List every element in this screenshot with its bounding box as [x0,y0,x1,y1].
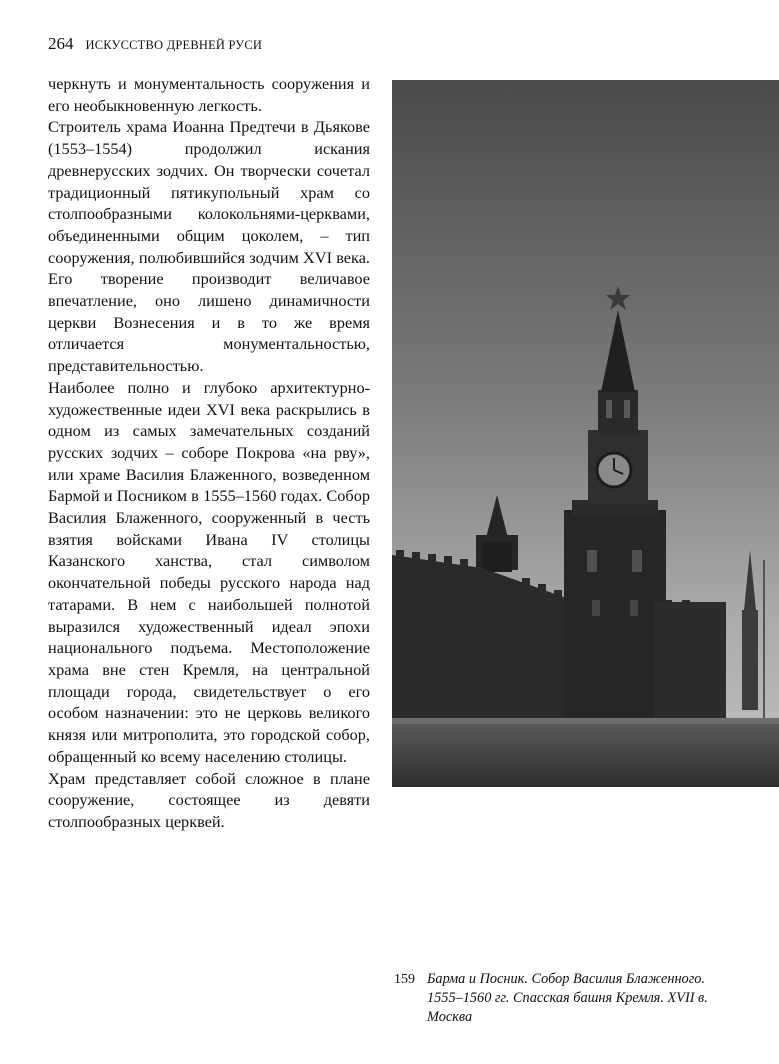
page-number: 264 [48,34,74,53]
figure-caption [394,970,724,1027]
photo-illustration [392,80,779,787]
page-header [48,34,262,56]
paragraph: черкнуть и монументальность сооружения и его необыкновенную легкость. [48,74,370,115]
paragraph: Храм представляет собой сложное в плане сооружение, состоящее из девяти столпообразных церквей. [48,768,370,831]
paragraph: Строитель храма Иоанна Предтечи в Дьякове (1553–1554) продолжил искания древнерусских зодчих. Он творчески сочетал традиционный пятикупольный храм со столпообразными колокольнями-церквами, объединенными общим цоколем, – тип сооружения, полюбившийся зодчим XVI века. Его творение производит величавое впечатление, оно лишено динамичности церкви Вознесения и в то же время отличается монументальностью, представительностью. [48,117,370,376]
paragraph: Наиболее полно и глубоко архитектурно-художественные идеи XVI века раскрылись в одном из самых замечательных созданий русских зодчих – соборе Покрова «на рву», или храме Василия Блаженного, возведенном Бармой и Посником в 1555–1560 годах. Собор Василия Блаженного, сооруженный в честь взятия войсками Ивана IV столицы Казанского ханства, стал символом окончательной победы русского народа над татарами. В нем с наибольшей полнотой выразился художественный идеал эпохи национального подъема. Местоположение храма вне стен Кремля, на центральной площади города, свидетельствует о его особом назначении: это не церковь великого князя или митрополита, это городской собор, обращенный ко всему населению столицы. [48,377,370,766]
running-head: ИСКУССТВО ДРЕВНЕЙ РУСИ [85,38,263,52]
body-text [48,73,370,833]
figure-caption-text: Барма и Посник. Собор Василия Блаженного. 1555–1560 гг. Спасская башня Кремля. XVII в. Москва [427,971,708,1025]
figure-number: 159 [394,972,415,987]
photo-kremlin-spasskaya-tower [392,80,779,787]
